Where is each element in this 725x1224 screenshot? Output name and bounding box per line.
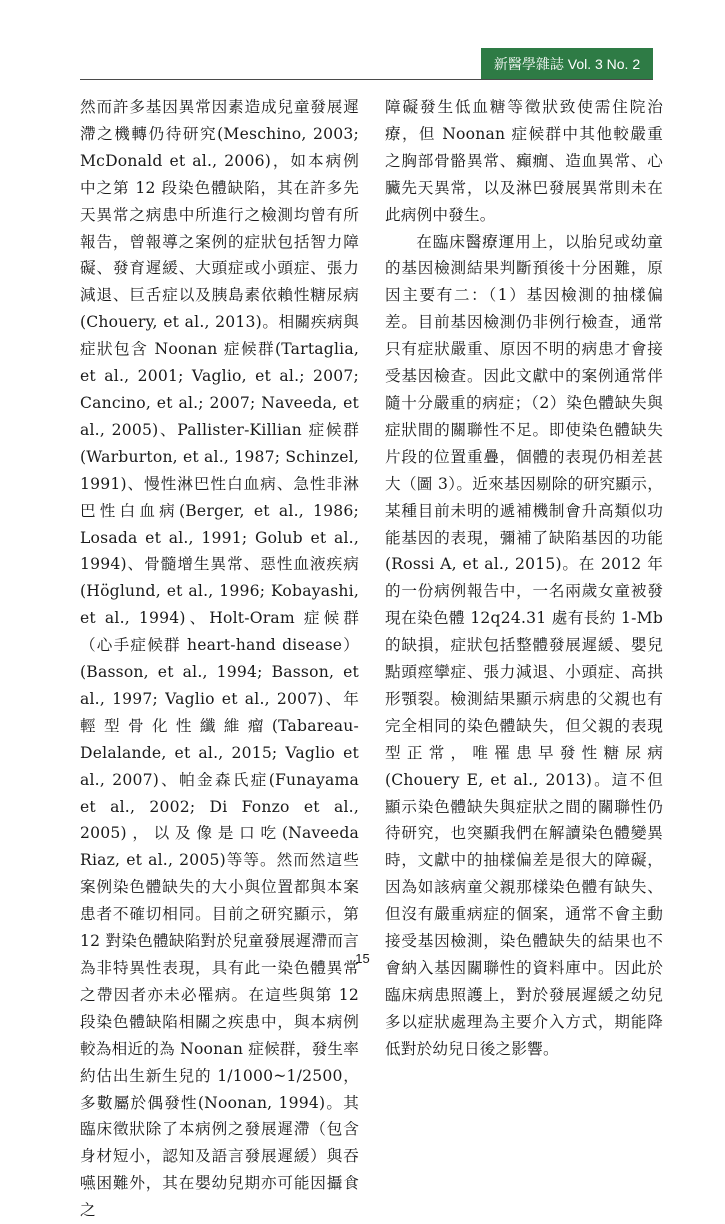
right-paragraph-1: 障礙發生低血糖等徵狀致使需住院治療，但 Noonan 症候群中其他較嚴重之胸部骨骼異常、癲癇、造血異常、心臟先天異常，以及淋巴發展異常則未在此病例中發生。 bbox=[385, 98, 663, 224]
header-divider bbox=[80, 79, 653, 80]
right-column bbox=[385, 94, 663, 1063]
journal-title: 新醫學雜誌 Vol. 3 No. 2 bbox=[481, 48, 653, 80]
left-column bbox=[80, 94, 359, 1224]
left-paragraph: 然而許多基因異常因素造成兒童發展遲滯之機轉仍待研究(Meschino, 2003; McDonald et al., 2006)，如本病例中之第 12 段染色體缺陷，其在許多先天異常之病患中所進行之檢測均曾有所報告，曾報導之案例的症狀包括智力障礙、發育遲緩、大頭症或小頭症、張力減退、巨舌症以及胰島素依賴性糖尿病(Chouery, et al., 2013)。相關疾病與症狀包含 Noonan 症候群(Tartaglia, et al., 2001; Vaglio, et al.; 2007; Cancino, et al.; 2007; Naveeda, et al., 2005)、Pallister-Killian 症候群(Warburton, et al., 1987; Schinzel, 1991)、慢性淋巴性白血病、急性非淋巴性白血病(Berger, et al., 1986; Losada et al., 1991; Golub et al., 1994)、骨髓增生異常、惡性血液疾病(Höglund, et al., 1996; Kobayashi, et al., 1994)、Holt-Oram 症候群（心手症候群 heart-hand disease）(Basson, et al., 1994; Basson, et al., 1997; Vaglio et al., 2007)、年輕型骨化性纖維瘤(Tabareau-Delalande, et al., 2015; Vaglio et al., 2007)、帕金森氏症(Funayama et al., 2002; Di Fonzo et al., 2005)，以及像是口吃(Naveeda Riaz, et al., 2005)等等。然而然這些案例染色體缺失的大小與位置都與本案患者不確切相同。目前之研究顯示，第 12 對染色體缺陷對於兒童發展遲滯而言為非特異性表現，具有此一染色體異常之帶因者亦未必罹病。在這些與第 12 段染色體缺陷相關之疾患中，與本病例較為相近的為 Noonan 症候群，發生率約估出生新生兒的 1/1000~1/2500，多數屬於偶發性(Noonan, 1994)。其臨床徵狀除了本病例之發展遲滯（包含身材短小，認知及語言發展遲緩）與吞嚥困難外，其在嬰幼兒期亦可能因攝食之 bbox=[80, 98, 359, 1220]
right-paragraph-2: 在臨床醫療運用上，以胎兒或幼童的基因檢測結果判斷預後十分困難，原因主要有二：（1）基因檢測的抽樣偏差。目前基因檢測仍非例行檢查，通常只有症狀嚴重、原因不明的病患才會接受基因檢查。因此文獻中的案例通常伴隨十分嚴重的病症；（2）染色體缺失與症狀間的關聯性不足。即使染色體缺失片段的位置重疊，個體的表現仍相差甚大（圖 3）。近來基因剔除的研究顯示，某種目前未明的遞補機制會升高類似功能基因的表現，彌補了缺陷基因的功能(Rossi A, et al., 2015)。在 2012 年的一份病例報告中，一名兩歲女童被發現在染色體 12q24.31 處有長約 1-Mb 的缺損，症狀包括整體發展遲緩、嬰兒點頭痙攣症、張力減退、小頭症、高拱形顎裂。檢測結果顯示病患的父親也有完全相同的染色體缺失，但父親的表現型正常，唯罹患早發性糖尿病(Chouery E, et al., 2013)。這不但顯示染色體缺失與症狀之間的關聯性仍待研究，也突顯我們在解讀染色體變異時，文獻中的抽樣偏差是很大的障礙，因為如該病童父親那樣染色體有缺失、但沒有嚴重病症的個案，通常不會主動接受基因檢測，染色體缺失的結果也不會納入基因關聯性的資料庫中。因此於臨床病患照護上，對於發展遲緩之幼兒多以症狀處理為主要介入方式，期能降低對於幼兒日後之影響。 bbox=[385, 232, 663, 1058]
page-number: 15 bbox=[355, 951, 370, 966]
